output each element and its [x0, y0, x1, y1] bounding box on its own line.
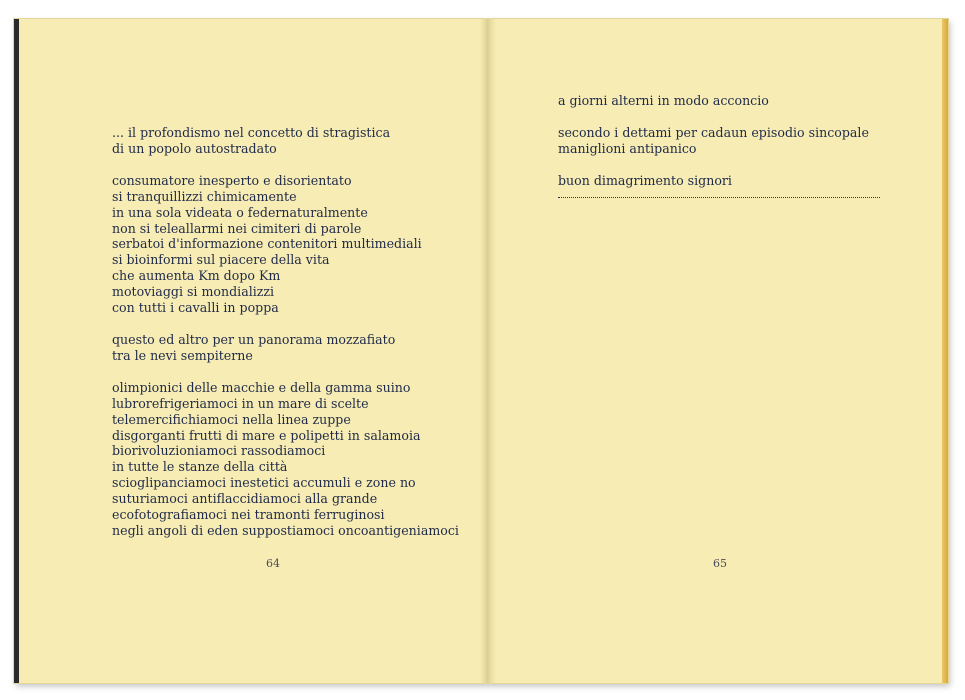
stanza: [112, 332, 459, 364]
poem-line: maniglioni antipanico: [558, 140, 697, 156]
book-cover-edge-right: [942, 19, 948, 683]
stanza: [558, 93, 869, 109]
stanza: [112, 173, 459, 316]
poem-line: olimpionici delle macchie e della gamma suino: [112, 379, 411, 395]
page-number: 65: [713, 557, 727, 570]
book-spread: [14, 19, 948, 683]
poem-line: di un popolo autostradato: [112, 140, 277, 156]
stanza: [112, 380, 459, 539]
poem-line: telemercifichiamoci nella linea zuppe: [112, 411, 351, 427]
dotted-rule: [558, 197, 880, 198]
stanza: [558, 125, 869, 157]
poem-line: motoviaggi si mondializzi: [112, 284, 275, 300]
stanza: [112, 125, 459, 157]
poem-line: consumatore inesperto e disorientato: [112, 172, 352, 188]
poem-line: ecofotografiamoci nei tramonti ferruginosi: [112, 507, 385, 523]
poem-line: a giorni alterni in modo acconcio: [558, 93, 769, 108]
right-page: [490, 19, 942, 683]
poem-line: questo ed altro per un panorama mozzafiato: [112, 331, 396, 347]
poem-line: serbatoi d'informazione contenitori multimediali: [112, 236, 422, 252]
poem-line: ... il profondismo nel concetto di stragistica: [112, 125, 391, 140]
poem-line: tra le nevi sempiterne: [112, 347, 253, 363]
page-number: 64: [266, 557, 280, 570]
left-poem: [112, 125, 459, 555]
poem-line: con tutti i cavalli in poppa: [112, 300, 279, 316]
right-poem: [558, 93, 869, 205]
poem-line: che aumenta Km dopo Km: [112, 268, 281, 284]
poem-line: non si teleallarmi nei cimiteri di parole: [112, 220, 362, 236]
poem-line: in una sola videata o federnaturalmente: [112, 204, 368, 220]
stanza: [558, 173, 869, 189]
poem-line: biorivoluzioniamoci rassodiamoci: [112, 443, 326, 459]
poem-line: in tutte le stanze della città: [112, 459, 288, 475]
poem-line: suturiamoci antiflaccidiamoci alla grande: [112, 491, 378, 507]
poem-line: si bioinformi sul piacere della vita: [112, 252, 330, 268]
poem-line: scioglipanciamoci inestetici accumuli e zone no: [112, 475, 416, 491]
poem-line: lubrorefrigeriamoci in un mare di scelte: [112, 395, 369, 411]
poem-line: si tranquillizzi chimicamente: [112, 188, 297, 204]
poem-line: disgorganti frutti di mare e polipetti in salamoia: [112, 427, 421, 443]
poem-line: secondo i dettami per cadaun episodio sincopale: [558, 124, 869, 140]
left-page: [19, 19, 487, 683]
poem-line: negli angoli di eden suppostiamoci oncoantigeniamoci: [112, 522, 459, 538]
poem-line: buon dimagrimento signori: [558, 172, 732, 188]
